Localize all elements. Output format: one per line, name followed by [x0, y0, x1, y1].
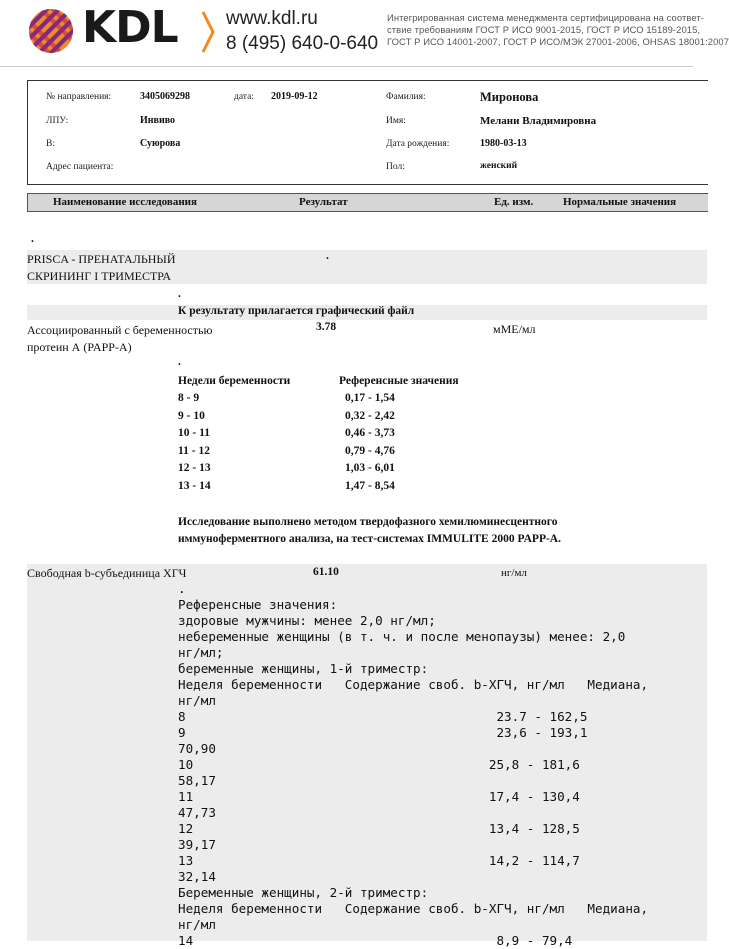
pappa-col-ref: Референсные значения — [339, 375, 459, 387]
hcg-text-line: Референсные значения: — [178, 597, 338, 612]
cert-line: ствие требованиям ГОСТ Р ИСО 9001-2015, ГОСТ Р ИСО 15189-2015, — [387, 24, 701, 35]
graphic-dot: . — [178, 288, 181, 300]
dob-label: Дата рождения: — [386, 139, 450, 149]
pappa-value: 3.78 — [316, 321, 337, 333]
hcg-text-line: Неделя беременности Содержание своб. b-ХГЧ, нг/мл Медиана, — [178, 901, 649, 916]
lpu-value: Инвиво — [140, 115, 176, 126]
hcg-text-line: 12 13,4 - 128,5 — [178, 821, 580, 836]
pappa-ref: 1,03 - 6,01 — [345, 462, 395, 475]
hcg-text-line: небеременные женщины (в т. ч. и после менопаузы) менее: 2,0 — [178, 629, 626, 644]
hcg-text-line: 13 14,2 - 114,7 — [178, 853, 580, 868]
hcg-text-line: . — [178, 581, 186, 596]
pappa-dot: . — [178, 356, 181, 368]
header-divider — [0, 66, 693, 67]
referral-label: № направления: — [46, 92, 112, 102]
hcg-text-line: 14 8,9 - 79,4 — [178, 933, 573, 948]
hcg-text-line: 58,17 — [178, 773, 216, 788]
pappa-ref: 1,47 - 8,54 — [345, 480, 395, 492]
hcg-text-line: 8 23.7 - 162,5 — [178, 709, 588, 724]
doctor-label: В: — [46, 139, 55, 149]
hcg-text-line: беременные женщины, 1-й триместр: — [178, 661, 429, 676]
section-dot: . — [31, 233, 34, 245]
col-name: Наименование исследования — [53, 196, 197, 208]
sex-label: Пол: — [386, 162, 405, 172]
hcg-text-line: 47,73 — [178, 805, 216, 820]
referral-number: 3405069298 — [140, 91, 190, 102]
pappa-name-line: Ассоциированный с беременностью — [27, 323, 213, 337]
hcg-text-line: 39,17 — [178, 837, 216, 852]
pappa-ref: 0,32 - 2,42 — [345, 409, 395, 422]
referral-date: 2019-09-12 — [271, 91, 318, 102]
surname-label: Фамилия: — [386, 92, 426, 102]
hcg-text-line: 10 25,8 - 181,6 — [178, 757, 580, 772]
results-table-header — [27, 193, 708, 212]
kdl-logo-text: KDL — [82, 2, 178, 53]
pappa-unit: мМЕ/мл — [493, 322, 536, 336]
hcg-name: Свободная b-субъединица ХГЧ — [27, 566, 187, 580]
pappa-week: 11 - 12 — [178, 444, 210, 457]
sex-value: женский — [480, 161, 518, 171]
dob-value: 1980-03-13 — [480, 138, 527, 149]
cert-line: Интегрированная система менеджмента сертифицирована на соответ- — [387, 12, 704, 23]
pappa-ref: 0,17 - 1,54 — [345, 392, 395, 404]
hcg-text-line: 32,14 — [178, 869, 216, 884]
pappa-week: 9 - 10 — [178, 409, 205, 422]
cert-line: ГОСТ Р ИСО 14001-2007, ГОСТ Р ИСО/МЭК 27001-2006, OHSAS 18001:2007 — [387, 36, 729, 47]
pappa-col-weeks: Недели беременности — [178, 375, 291, 387]
kdl-logo-icon — [28, 8, 74, 54]
col-unit: Ед. изм. — [494, 196, 534, 208]
method-line: иммуноферментного анализа, на тест-системах IMMULITE 2000 PAPP-A. — [178, 533, 561, 545]
hcg-text-line: Беременные женщины, 2-й триместр: — [178, 885, 429, 900]
surname-value: Миронова — [480, 90, 539, 104]
hcg-text-line: 11 17,4 - 130,4 — [178, 789, 580, 804]
section-title-line: PRISCA - ПРЕНАТАЛЬНЫЙ — [27, 252, 176, 266]
pappa-week: 12 - 13 — [178, 462, 211, 475]
hcg-text-line: здоровые мужчины: менее 2,0 нг/мл; — [178, 613, 436, 628]
name-value: Мелани Владимировна — [480, 115, 597, 127]
site-link[interactable]: www.kdl.ru — [226, 8, 318, 29]
address-label: Адрес пациента: — [46, 162, 114, 172]
hcg-unit: нг/мл — [501, 567, 527, 579]
section-title-line: СКРИНИНГ I ТРИМЕСТРА — [27, 269, 172, 283]
patient-info-box — [27, 80, 708, 185]
col-normal: Нормальные значения — [563, 196, 677, 208]
phone-number: 8 (495) 640-0-640 — [226, 33, 379, 54]
pappa-ref: 0,79 - 4,76 — [345, 444, 395, 457]
pappa-ref: 0,46 - 3,73 — [345, 427, 395, 440]
certification-note — [387, 12, 729, 48]
pappa-method-note — [178, 514, 561, 548]
pappa-week: 13 - 14 — [178, 480, 211, 492]
lpu-label: ЛПУ: — [46, 116, 69, 126]
hcg-text-line: нг/мл — [178, 917, 216, 932]
chevron-right-icon — [200, 10, 216, 54]
name-label: Имя: — [386, 116, 406, 126]
method-line: Исследование выполнено методом твердофазного хемилюминесцентного — [178, 516, 558, 528]
pappa-week: 8 - 9 — [178, 392, 200, 404]
hcg-text-line: Неделя беременности Содержание своб. b-ХГЧ, нг/мл Медиана, — [178, 677, 649, 692]
section-title-dot: . — [326, 250, 329, 262]
hcg-text-line: 9 23,6 - 193,1 — [178, 725, 588, 740]
pappa-week: 10 - 11 — [178, 427, 210, 440]
hcg-text-line: нг/мл — [178, 693, 216, 708]
col-result: Результат — [299, 196, 348, 208]
date-label: дата: — [234, 92, 254, 102]
hcg-text-line: 70,90 — [178, 741, 216, 756]
hcg-value: 61.10 — [313, 566, 339, 578]
pappa-name — [27, 322, 212, 356]
pappa-name-line: протеин А (PAPP-A) — [27, 340, 132, 354]
hcg-text-line: нг/мл; — [178, 645, 224, 660]
graphic-note: К результату прилагается графический файл — [178, 305, 415, 317]
doctor-value: Суюрова — [140, 138, 181, 149]
section-title — [27, 251, 176, 285]
